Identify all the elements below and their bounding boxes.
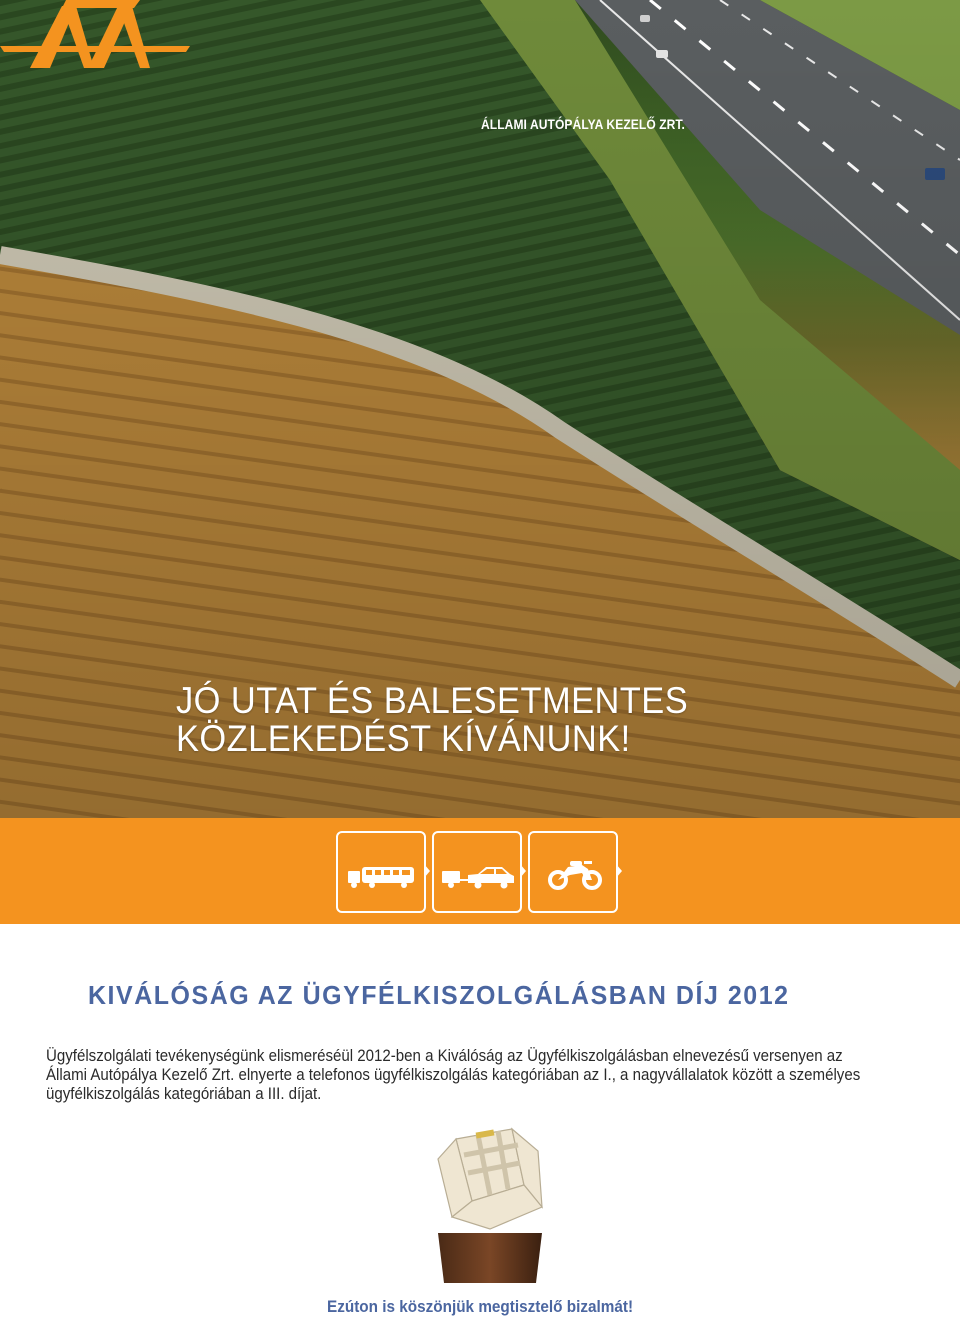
slogan-line-2: KÖZLEKEDÉST KÍVÁNUNK! bbox=[176, 718, 631, 759]
motorcycle-icon bbox=[530, 833, 616, 911]
chevron-right-icon bbox=[520, 864, 526, 878]
vehicle-category-band bbox=[0, 818, 960, 924]
vehicle-category-truck-bus bbox=[336, 831, 426, 913]
award-trophy-icon bbox=[420, 1125, 560, 1283]
article-line-3: ügyfélkiszolgálás kategóriában a III. díjat. bbox=[46, 1085, 322, 1103]
company-name: ÁLLAMI AUTÓPÁLYA KEZELŐ ZRT. bbox=[481, 116, 685, 132]
article-body bbox=[46, 1047, 960, 1104]
thanks-message bbox=[0, 1297, 960, 1317]
thanks-text: Ezúton is köszönjük megtisztelő bizalmát! bbox=[326, 1297, 634, 1316]
truck-bus-icon bbox=[338, 833, 424, 911]
article-heading: KIVÁLÓSÁG AZ ÜGYFÉLKISZOLGÁLÁSBAN DÍJ 2012 bbox=[88, 980, 790, 1010]
article-line-2: Állami Autópálya Kezelő Zrt. elnyerte a telefonos ügyfélkiszolgálás kategóriában az I., a nagyvállalatok között a személyes bbox=[46, 1066, 861, 1084]
aak-logo-icon bbox=[0, 0, 190, 68]
chevron-right-icon bbox=[616, 864, 622, 878]
article-line-1: Ügyfélszolgálati tevékenységünk elismeréséül 2012-ben a Kiválóság az Ügyfélkiszolgálásban elnevezésű versenyen az bbox=[46, 1047, 843, 1065]
vehicle-category-motorcycle bbox=[528, 831, 618, 913]
vehicle-category-car-trailer bbox=[432, 831, 522, 913]
chevron-right-icon bbox=[424, 864, 430, 878]
slogan bbox=[176, 682, 688, 758]
car-trailer-icon bbox=[434, 833, 520, 911]
slogan-line-1: JÓ UTAT ÉS BALESETMENTES bbox=[176, 680, 689, 721]
